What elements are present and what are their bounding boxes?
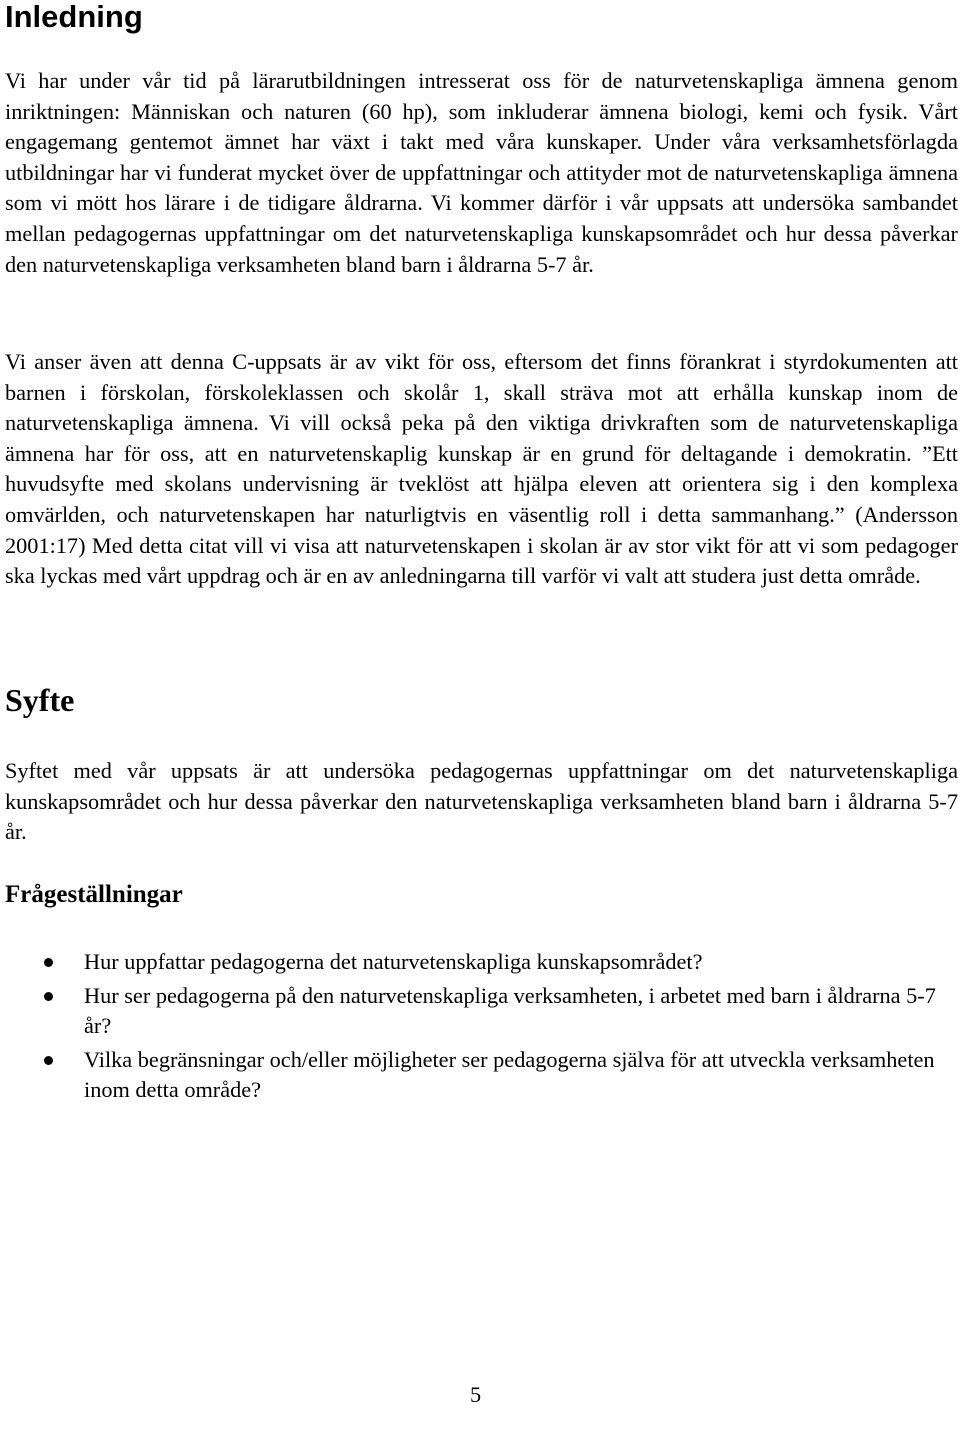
heading-syfte: Syfte	[5, 682, 75, 718]
question-text: Hur ser pedagogerna på den naturvetenskapliga verksamheten, i arbetet med barn i åldrarna 5-7 år?	[84, 983, 936, 1038]
heading-inledning: Inledning	[5, 0, 143, 34]
paragraph-syfte: Syftet med vår uppsats är att undersöka pedagogernas uppfattningar om det naturvetenskapliga kunskapsområdet och hur dessa påverkar den naturvetenskapliga verksamheten bland barn i åldrarna 5-7 år.	[5, 758, 958, 845]
question-list	[5, 947, 958, 1109]
bullet-icon	[44, 1056, 53, 1065]
bullet-icon	[44, 992, 53, 1001]
list-item	[5, 1045, 958, 1105]
bullet-icon	[44, 958, 53, 967]
list-item	[5, 981, 958, 1041]
page-number: 5	[470, 1382, 482, 1407]
paragraph-inledning-2: Vi anser även att denna C-uppsats är av vikt för oss, eftersom det finns förankrat i styrdokumenten att barnen i förskolan, förskoleklassen och skolår 1, skall sträva mot att erhålla kunskap inom de naturvetenskapliga ämnena. Vi vill också peka på den viktiga drivkraften som de naturvetenskapliga ämnena har för oss, att en naturvetenskaplig kunskap är en grund för deltagande i demokratin. ”Ett huvudsyfte med skolans undervisning är tveklöst att hjälpa eleven att orientera sig i den komplexa omvärlden, och naturvetenskapen har naturligtvis en väsentlig roll i detta sammanhang.” (Andersson 2001:17) Med detta citat vill vi visa att naturvetenskapen i skolan är av stor vikt för att vi som pedagoger ska lyckas med vårt uppdrag och är en av anledningarna till varför vi valt att studera just detta område.	[5, 349, 958, 589]
paragraph-inledning-1: Vi har under vår tid på lärarutbildningen intresserat oss för de naturvetenskapliga ämnena genom inriktningen: Människan och naturen (60 hp), som inkluderar ämnena biologi, kemi och fysik. Vårt engagemang gentemot ämnet har växt i takt med våra kunskaper. Under våra verksamhetsförlagda utbildningar har vi funderat mycket över de uppfattningar och attityder mot de naturvetenskapliga ämnena som vi mött hos lärare i de tidigare åldrarna. Vi kommer därför i vår uppsats att undersöka sambandet mellan pedagogernas uppfattningar om det naturvetenskapliga kunskapsområdet och hur dessa påverkar den naturvetenskapliga verksamheten bland barn i åldrarna 5-7 år.	[5, 68, 958, 277]
heading-fragestallningar: Frågeställningar	[5, 881, 183, 908]
list-item	[5, 947, 958, 977]
question-text: Hur uppfattar pedagogerna det naturvetenskapliga kunskapsområdet?	[84, 949, 703, 974]
question-text: Vilka begränsningar och/eller möjligheter ser pedagogerna själva för att utveckla verksamheten inom detta område?	[84, 1047, 935, 1102]
